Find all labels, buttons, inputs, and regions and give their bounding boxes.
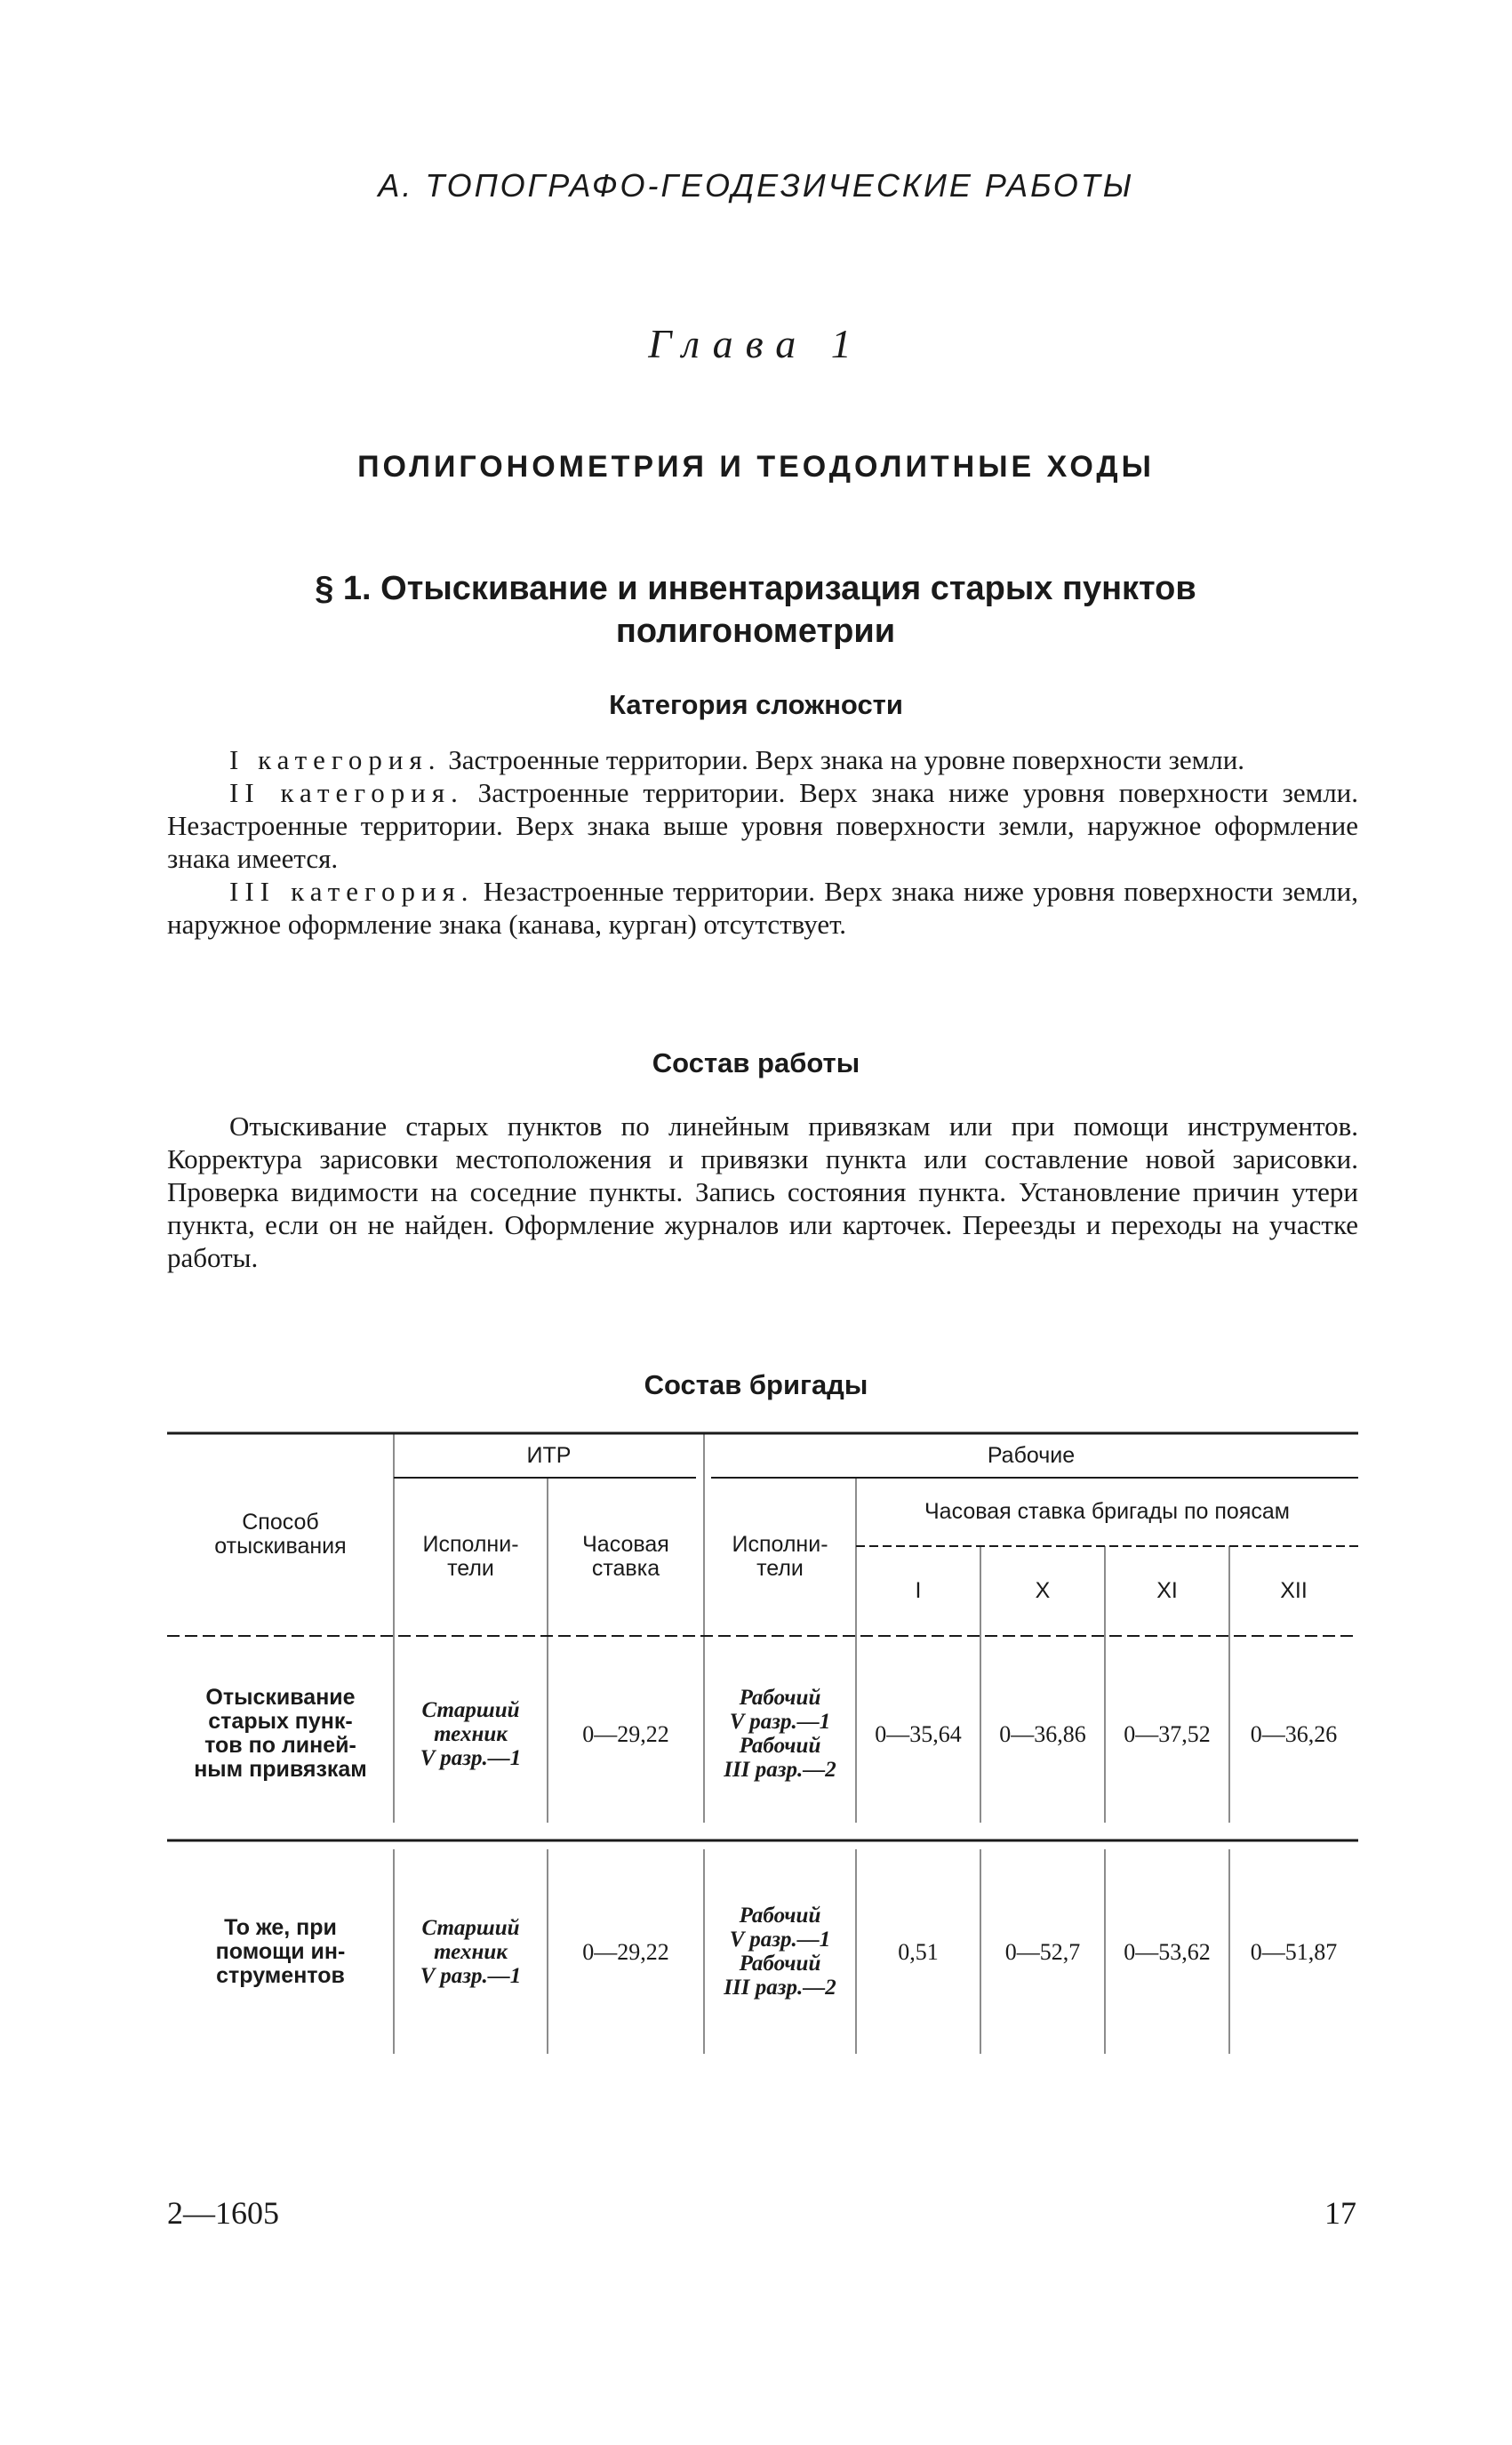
- header-method: Способ отыскивания: [214, 1510, 347, 1559]
- section-title: [240, 567, 1271, 653]
- brigade-heading: Состав бригады: [644, 1369, 868, 1400]
- section-title-line1: § 1. Отыскивание и инвентаризация старых пунктов: [315, 570, 1196, 607]
- row1-itr-executors: Старший техник V разр.—1: [420, 1697, 522, 1770]
- header-zone-1: I: [915, 1578, 922, 1603]
- row1-method: Отыскивание старых пунк- тов по линей- ным привязкам: [194, 1685, 367, 1782]
- category-3-text: Незастроенные территории. Верх знака ниже уровня поверхности земли, наружное оформление знака (канава, курган) отсутствует.: [167, 876, 1358, 940]
- section-title-line2: полигонометрии: [615, 613, 896, 650]
- complexity-categories: [167, 743, 1358, 941]
- category-1-text: Застроенные территории. Верх знака на уровне поверхности земли.: [441, 744, 1245, 775]
- row1-rate-zone-3: 0—37,52: [1124, 1720, 1211, 1747]
- row2-itr-executors: Старший техник V разр.—1: [420, 1915, 522, 1988]
- header-itr-executors: Исполни- тели: [422, 1532, 519, 1581]
- row2-rate-zone-4: 0—51,87: [1250, 1938, 1338, 1965]
- header-zone-3: XI: [1156, 1578, 1178, 1603]
- category-1-label: I категория.: [229, 744, 442, 775]
- row1-rate-zone-4: 0—36,26: [1250, 1720, 1338, 1747]
- category-3: [167, 875, 1358, 941]
- brigade-table: [167, 1431, 1358, 2445]
- row1-rate-zone-1: 0—35,64: [875, 1720, 962, 1747]
- header-itr-rate: Часовая ставка: [582, 1532, 669, 1581]
- chapter-title: ПОЛИГОНОМЕТРИЯ И ТЕОДОЛИТНЫЕ ХОДЫ: [357, 450, 1155, 484]
- row2-rate-zone-2: 0—52,7: [1004, 1938, 1081, 1965]
- header-workers-executors: Исполни- тели: [732, 1532, 828, 1581]
- header-zone-4: XII: [1280, 1578, 1308, 1603]
- row2-method: То же, при помощи ин- струментов: [215, 1914, 346, 1988]
- work-text: Отыскивание старых пунктов по линейным привязкам или при помощи инструментов. Корректура зарисовки местоположения и привязки пункта или составление новой зарисовки. Проверка видимости на соседние пункты. Запись состояния пункта. Установление причин утери пункта, если он не найден. Оформление журналов или карточек. Переезды и переходы на участке работы.: [167, 1110, 1358, 1273]
- header-brigade-rate: Часовая ставка бригады по поясам: [924, 1499, 1290, 1524]
- row1-rate-zone-2: 0—36,86: [999, 1720, 1086, 1747]
- category-2-text: Застроенные территории. Верх знака ниже уровня поверхности земли. Незастроенные территории. Верх знака выше уровня поверхности земли, наружное оформление знака имеется.: [167, 777, 1359, 874]
- row1-workers-executors: Рабочий V разр.—1 Рабочий III разр.—2: [724, 1686, 836, 1782]
- category-2-label: II категория.: [229, 777, 464, 808]
- row2-itr-rate: 0—29,22: [582, 1938, 669, 1965]
- chapter-heading: Глава 1: [648, 321, 864, 366]
- complexity-heading: Категория сложности: [609, 689, 903, 720]
- printer-signature: 2—1605: [167, 2195, 279, 2231]
- header-zone-2: X: [1035, 1578, 1051, 1603]
- header-itr: ИТР: [526, 1442, 572, 1468]
- part-title: А. ТОПОГРАФО-ГЕОДЕЗИЧЕСКИЕ РАБОТЫ: [378, 167, 1134, 204]
- work-description: [167, 1110, 1358, 1274]
- row1-itr-rate: 0—29,22: [582, 1720, 669, 1747]
- row2-rate-zone-3: 0—53,62: [1124, 1938, 1211, 1965]
- category-3-label: III категория.: [229, 876, 475, 907]
- header-workers: Рабочие: [987, 1442, 1076, 1468]
- row2-rate-zone-1: 0,51: [898, 1938, 939, 1965]
- page-number: 17: [1324, 2195, 1356, 2231]
- row2-workers-executors: Рабочий V разр.—1 Рабочий III разр.—2: [724, 1904, 836, 2000]
- category-1: [167, 743, 1358, 776]
- category-2: [167, 776, 1358, 875]
- work-heading: Состав работы: [652, 1047, 860, 1078]
